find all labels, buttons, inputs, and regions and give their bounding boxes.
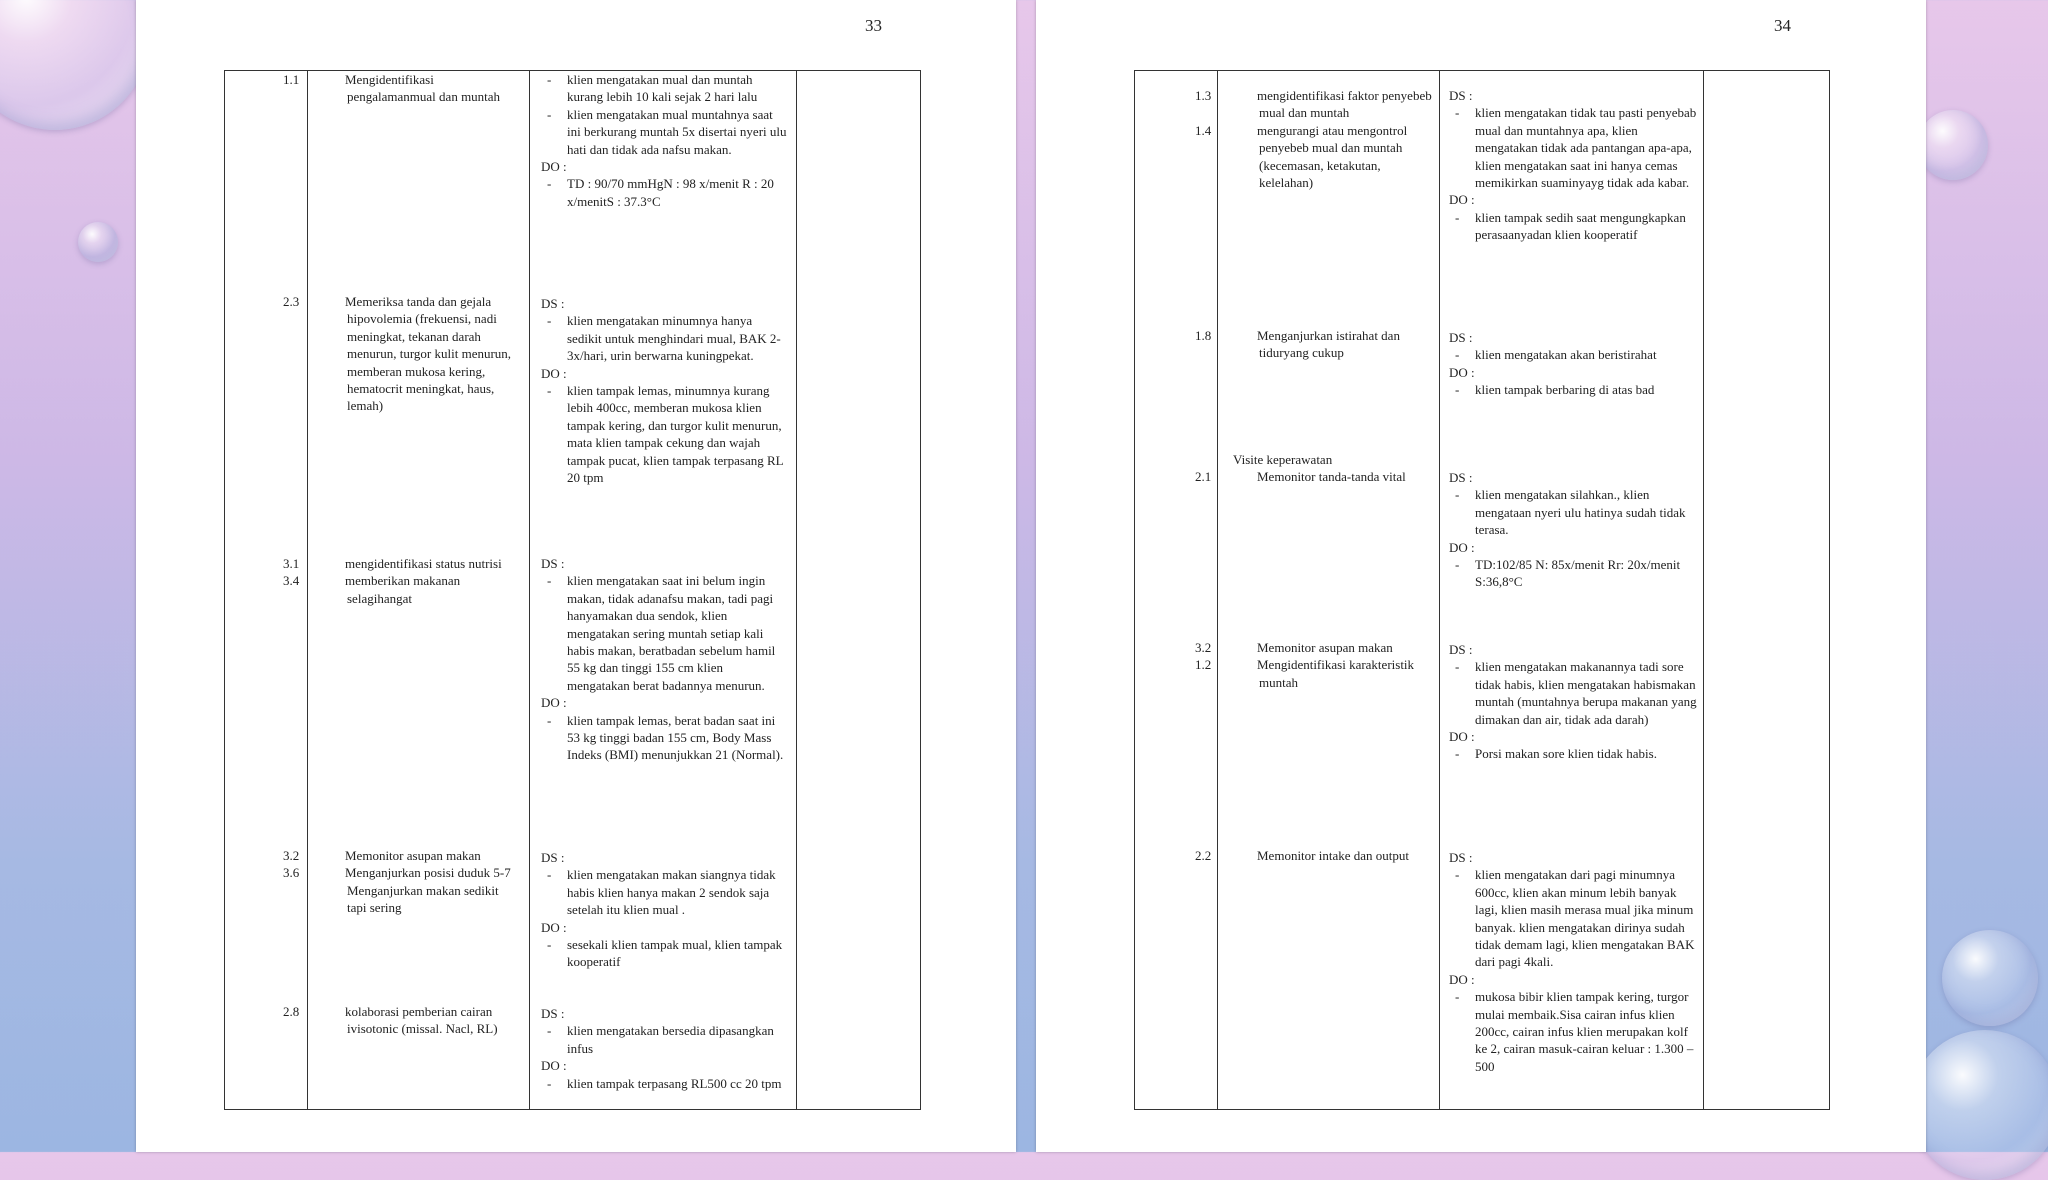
do-item: - klien tampak lemas, berat badan saat ini 53 kg tinggi badan 155 cm, Body Mass Indeks (BMI) menunjukkan 21 (Normal). [541, 712, 789, 764]
action-cell: 3.2 Memonitor asupan makan 3.6 Menganjurkan posisi duduk 5-7 Menganjurkan makan sedikit tapi sering [283, 848, 511, 916]
do-label: DO : [541, 1058, 567, 1074]
response-cell [1449, 849, 1697, 1075]
ds-item: - klien mengatakan akan beristirahat [1449, 346, 1697, 363]
do-label: DO : [541, 365, 567, 381]
bubble-decoration [1942, 930, 2038, 1026]
ds-item: - klien mengatakan makan siangnya tidak habis klien hanya makan 2 sendok saja setelah itu klien mual . [541, 866, 789, 918]
bubble-decoration [78, 222, 118, 262]
bubble-decoration [0, 0, 150, 130]
response-cell [541, 849, 789, 971]
action-cell: 3.1 mengidentifikasi status nutrisi 3.4 memberikan makanan selagihangat [283, 556, 502, 606]
ds-item: - klien mengatakan mual muntahnya saat ini berkurang muntah 5x disertai nyeri ulu hati dan tidak ada nafsu makan. [541, 106, 789, 158]
bubble-decoration [1918, 110, 1988, 180]
document-page-34 [1036, 0, 1926, 1152]
ds-label: DS : [1449, 88, 1473, 103]
do-item: - klien tampak sedih saat mengungkapkan perasaanyadan klien kooperatif [1449, 209, 1697, 244]
nursing-table [1134, 70, 1830, 1110]
ds-label: DS : [1449, 470, 1473, 485]
ds-label: DS : [541, 850, 565, 865]
response-cell [541, 295, 789, 486]
ds-label: DS : [1449, 850, 1473, 865]
ds-label: DS : [541, 556, 565, 571]
do-item: - mukosa bibir klien tampak kering, turgor mulai membaik.Sisa cairan infus klien 200cc, cairan infus klien merupakan kolf ke 2, cairan masuk-cairan keluar : 1.300 –500 [1449, 988, 1697, 1075]
ds-item: - klien mengatakan makanannya tadi sore tidak habis, klien mengatakan habismakan muntah (muntahnya berupa makanan yang dimakan dan air, tidak ada darah) [1449, 658, 1697, 728]
response-cell [541, 555, 789, 764]
do-label: DO : [541, 159, 567, 175]
action-cell: 3.2 Memonitor asupan makan 1.2 Mengidentifikasi karakteristik muntah [1195, 640, 1415, 690]
response-cell [1449, 87, 1697, 244]
do-label: DO : [541, 919, 567, 935]
do-item: - klien tampak berbaring di atas bad [1449, 381, 1697, 398]
ds-item: - klien mengatakan dari pagi minumnya 600cc, klien akan minum lebih banyak lagi, klien masih merasa mual jika minum banyak. klien mengatakan dirinya sudah tidak demam lagi, klien mengatakan BAK dari pagi 4kali. [1449, 866, 1697, 970]
do-label: DO : [541, 695, 567, 711]
action-cell: 1.1 Mengidentifikasi pengalamanmual dan muntah [283, 72, 501, 105]
section-heading: Visite keperawatan [1233, 452, 1333, 467]
ds-item: - klien mengatakan bersedia dipasangkan infus [541, 1022, 789, 1057]
nursing-table [224, 70, 921, 1110]
ds-label: DS : [1449, 642, 1473, 657]
page-number: 33 [865, 16, 882, 35]
do-item: - sesekali klien tampak mual, klien tampak kooperatif [541, 936, 789, 971]
ds-item: - klien mengatakan silahkan., klien mengataan nyeri ulu hatinya sudah tidak terasa. [1449, 486, 1697, 538]
ds-label: DS : [1449, 330, 1473, 345]
do-label: DO : [1449, 971, 1475, 987]
do-item: - klien tampak terpasang RL500 cc 20 tpm [541, 1075, 789, 1092]
action-cell: Visite keperawatan 2.1 Memonitor tanda-tanda vital [1227, 451, 1432, 486]
ds-item: - klien mengatakan mual dan muntah kurang lebih 10 kali sejak 2 hari lalu [541, 71, 789, 106]
do-label: DO : [1449, 729, 1475, 745]
do-label: DO : [1449, 539, 1475, 555]
ds-item: - klien mengatakan minumnya hanya sedikit untuk menghindari mual, BAK 2- 3x/hari, urin berwarna kuningpekat. [541, 312, 789, 364]
ds-label: DS : [541, 1006, 565, 1021]
do-item: - Porsi makan sore klien tidak habis. [1449, 745, 1697, 762]
ds-label: DS : [541, 296, 565, 311]
ds-item: - klien mengatakan tidak tau pasti penyebab mual dan muntahnya apa, klien mengatakan tidak ada pantangan apa-apa, klien mengatakan saat ini hanya cemas memikirkan suaminyayg tidak ada kabar. [1449, 104, 1697, 191]
ds-item: - klien mengatakan saat ini belum ingin makan, tidak adanafsu makan, tadi pagi hanyamakan dua sendok, klien mengatakan sering muntah setiap kali habis makan, beratbadan sebelum hamil 55 kg dan tinggi 155 cm klien mengatakan berat badannya menurun. [541, 572, 789, 694]
do-item: - TD : 90/70 mmHgN : 98 x/menit R : 20 x/menitS : 37.3°C [541, 175, 789, 210]
response-cell [1449, 469, 1697, 591]
action-cell: 2.8 kolaborasi pemberian cairan ivisotonic (missal. Nacl, RL) [283, 1004, 498, 1037]
response-cell [541, 71, 789, 210]
bubble-decoration [1910, 1030, 2048, 1180]
action-cell: 1.8 Menganjurkan istirahat dan tiduryang cukup [1195, 328, 1400, 361]
response-cell [541, 1005, 789, 1092]
do-item: - TD:102/85 N: 85x/menit Rr: 20x/menit S:36,8°C [1449, 556, 1697, 591]
do-item: - klien tampak lemas, minumnya kurang lebih 400cc, memberan mukosa klien tampak kering, dan turgor kulit menurun, mata klien tampak cekung dan wajah tampak pucat, klien tampak terpasang RL 20 tpm [541, 382, 789, 486]
response-cell [1449, 641, 1697, 763]
do-label: DO : [1449, 192, 1475, 208]
do-label: DO : [1449, 364, 1475, 380]
action-cell: 2.2 Memonitor intake dan output [1195, 848, 1410, 863]
action-cell: 1.3 mengidentifikasi faktor penyebeb mual dan muntah 1.4 mengurangi atau mengontrol penyebeb mual dan muntah (kecemasan, ketakutan, kelelahan) [1195, 88, 1432, 191]
page-number: 34 [1774, 16, 1791, 35]
response-cell [1449, 329, 1697, 399]
document-page-33 [136, 0, 1016, 1152]
action-cell: 2.3 Memeriksa tanda dan gejala hipovolemia (frekuensi, nadi meningkat, tekanan darah menurun, turgor kulit menurun, memberan mukosa kering, hematocrit meningkat, haus, lemah) [283, 294, 512, 414]
